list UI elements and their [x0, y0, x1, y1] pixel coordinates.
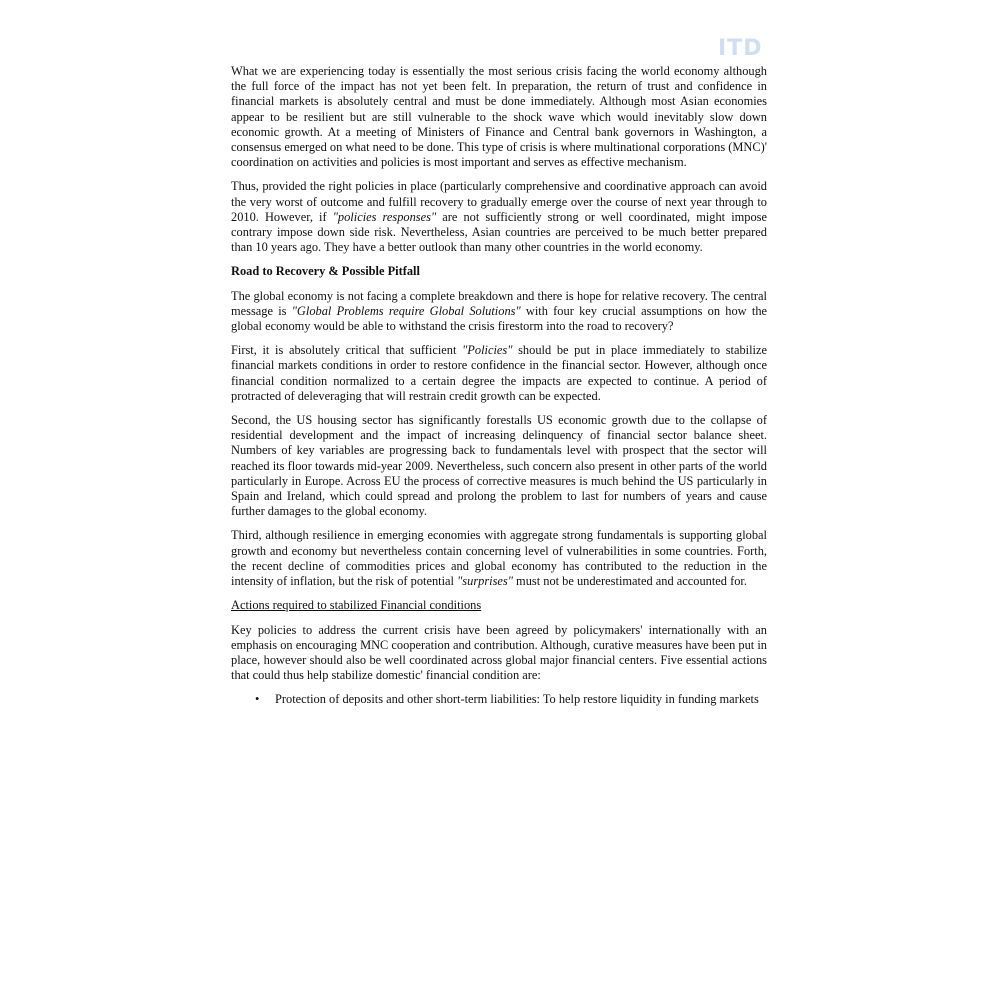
paragraph-first-policies [231, 343, 767, 404]
paragraph-text: must not be underestimated and accounted for. [512, 574, 747, 589]
paragraph-crisis-intro: What we are experiencing today is essentially the most serious crisis facing the world economy although the full force of the impact has not yet been felt. In preparation, the return of trust and confidence in financial markets is absolutely central and must be done immediately. Although most Asian economies appear to be resilient but are still vulnerable to the shock wave which would inevitably slow down economic growth. At a meeting of Ministers of Finance and Central bank governors in Washington, a consensus emerged on what need to be done. This type of crisis is where multinational corporations (MNC)' coordination on activities and policies is most important and serves as effective mechanism. [231, 64, 767, 170]
emphasis-text: "policies responses" [332, 209, 437, 224]
paragraph-text: with four key crucial assumptions on how the global economy would be able to withstand the crisis firestorm into the road to recovery? [231, 303, 768, 334]
bullet-icon: • [255, 692, 260, 707]
itd-watermark-logo: ITD [718, 36, 763, 61]
paragraph-second-housing: Second, the US housing sector has significantly forestalls US economic growth due to the collapse of residential development and the impact of increasing delinquency of financial sector balance sheet. Numbers of key variables are progressing back to fundamentals level with prospect that the sector will reached its floor towards mid-year 2009. Nevertheless, such concern also present in other parts of the world particularly in Europe. Across EU the process of corrective measures is much behind the US particularly in Spain and Ireland, which could spread and prolong the problem to last for numbers of years and cause further damages to the global economy. [231, 413, 767, 519]
emphasis-text: "surprises" [457, 574, 513, 589]
list-item [255, 692, 767, 707]
action-bullet-list [231, 692, 767, 707]
paragraph-text: Thus, provided the right policies in place (particularly comprehensive and coordinative approach can avoid the very worst of outcome and fulfill recovery to gradually emerge over the course of next year through to 2010. However, if [231, 179, 767, 224]
emphasis-text: "Global Problems require Global Solutions" [291, 303, 521, 318]
section-heading-road-to-recovery: Road to Recovery & Possible Pitfall [231, 264, 420, 279]
emphasis-text: "Policies" [462, 343, 513, 358]
paragraph-key-policies: Key policies to address the current crisis have been agreed by policymakers' internationally with an emphasis on encouraging MNC cooperation and contribution. Although, curative measures have been put in place, however should also be well coordinated across global major financial centers. Five essential actions that could thus help stabilize domestic' financial condition are: [231, 622, 767, 683]
paragraph-text: should be put in place immediately to stabilize financial markets conditions in order to restore confidence in the financial sector. However, although once financial condition normalized to a certain degree the impacts are expected to continue. A period of protracted of deleveraging that will restrain credit growth can be expected. [231, 343, 767, 403]
paragraph-text: First, it is absolutely critical that sufficient [231, 343, 463, 358]
paragraph-text: Third, although resilience in emerging economies with aggregate strong fundamentals is supporting global growth and economy but nevertheless contain concerning level of vulnerabilities in some countries. Forth, the recent decline of commodities prices and global economy has contributed to the reduction in the intensity of inflation, but the risk of potential [231, 528, 767, 589]
paragraph-third-emerging [231, 528, 767, 589]
section-heading-actions: Actions required to stabilized Financial conditions [231, 598, 482, 613]
list-item-text: Protection of deposits and other short-term liabilities: To help restore liquidity in funding markets [275, 692, 759, 707]
paragraph-right-policies [231, 179, 767, 255]
paragraph-text: are not sufficiently strong or well coordinated, might impose contrary impose down side risk. Nevertheless, Asian countries are perceived to be much better prepared than 10 years ago. They have a better outlook than many other countries in the world economy. [231, 209, 767, 255]
document-body [231, 64, 767, 708]
paragraph-global-economy [231, 289, 767, 335]
paragraph-text: The global economy is not facing a complete breakdown and there is hope for relative recovery. The central message is [231, 288, 767, 318]
